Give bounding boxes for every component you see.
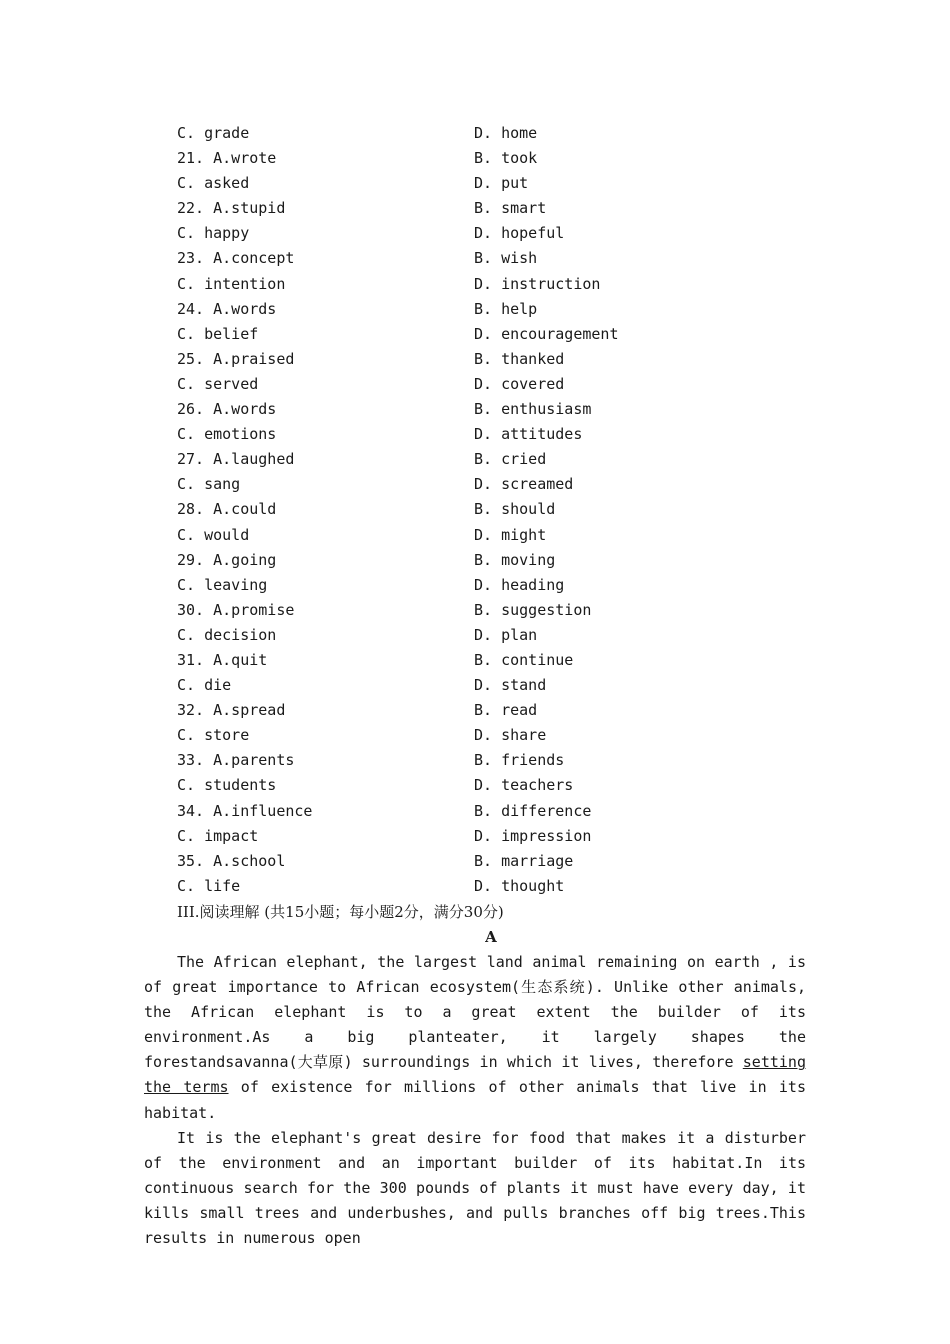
- option-right: D. impression: [474, 826, 592, 845]
- option-left: 25. A.praised: [177, 349, 295, 368]
- option-left: 21. A.wrote: [177, 149, 277, 168]
- option-right: D. teachers: [474, 776, 574, 795]
- option-left: C. students: [177, 776, 277, 795]
- option-right: B. enthusiasm: [474, 400, 592, 419]
- option-left: C. intention: [177, 274, 286, 293]
- option-right: B. suggestion: [474, 600, 592, 619]
- option-left: C. decision: [177, 625, 277, 644]
- option-row: [177, 347, 817, 372]
- option-right: B. cried: [474, 450, 547, 469]
- option-row: [177, 397, 817, 422]
- option-row: [177, 472, 817, 497]
- option-row: [177, 297, 817, 322]
- option-row: [177, 548, 817, 573]
- option-right: B. continue: [474, 650, 574, 669]
- option-left: 23. A.concept: [177, 249, 295, 268]
- option-row: [177, 523, 817, 548]
- option-left: 33. A.parents: [177, 751, 295, 770]
- option-right: D. instruction: [474, 274, 601, 293]
- option-right: D. screamed: [474, 475, 574, 494]
- option-row: [177, 698, 817, 723]
- option-left: C. emotions: [177, 425, 277, 444]
- option-left: 31. A.quit: [177, 650, 268, 669]
- option-right: B. marriage: [474, 851, 574, 870]
- option-row: [177, 322, 817, 347]
- option-row: [177, 246, 817, 271]
- option-row: [177, 598, 817, 623]
- option-right: D. home: [474, 124, 538, 142]
- option-right: B. difference: [474, 801, 592, 820]
- option-row: [177, 849, 817, 874]
- option-left: 26. A.words: [177, 400, 277, 419]
- option-left: 35. A.school: [177, 851, 286, 870]
- option-right: D. attitudes: [474, 425, 583, 444]
- option-row: [177, 723, 817, 748]
- option-row: [177, 221, 817, 246]
- paragraph-1: The African elephant, the largest land animal remaining on earth , is of great importance to African ecosystem(生态系统). Unlike other animals, the African elephant is to a great extent the builder of its environment.As a big planteater, it largely shapes the forestandsavanna(大草原) surroundings in which it lives, therefore setting the terms of existence for millions of other animals that live in its habitat.: [144, 953, 806, 1122]
- option-row: [177, 272, 817, 297]
- option-right: D. thought: [474, 876, 565, 895]
- option-row: [177, 422, 817, 447]
- option-row: [177, 623, 817, 648]
- option-left: 32. A.spread: [177, 701, 286, 720]
- option-row: [177, 196, 817, 221]
- answer-options: [177, 121, 817, 899]
- option-left: C. leaving: [177, 575, 268, 594]
- option-right: D. share: [474, 726, 547, 745]
- option-left: C. belief: [177, 324, 259, 343]
- option-right: B. thanked: [474, 349, 565, 368]
- option-row: [177, 799, 817, 824]
- option-left: C. life: [177, 876, 241, 895]
- option-left: 27. A.laughed: [177, 450, 295, 469]
- option-row: [177, 673, 817, 698]
- option-right: D. stand: [474, 676, 547, 695]
- option-row: [177, 121, 817, 146]
- option-right: D. hopeful: [474, 224, 565, 243]
- option-left: 24. A.words: [177, 299, 277, 318]
- option-right: B. should: [474, 500, 556, 519]
- option-row: [177, 146, 817, 171]
- option-left: C. die: [177, 676, 232, 695]
- option-right: D. put: [474, 174, 529, 193]
- option-row: [177, 773, 817, 798]
- option-row: [177, 171, 817, 196]
- option-left: C. asked: [177, 174, 250, 193]
- option-left: 34. A.influence: [177, 801, 313, 820]
- option-left: C. store: [177, 726, 250, 745]
- passage-text: [144, 950, 806, 1251]
- option-left: 22. A.stupid: [177, 199, 286, 218]
- option-right: B. took: [474, 149, 538, 168]
- option-row: [177, 447, 817, 472]
- option-left: C. would: [177, 525, 250, 544]
- option-right: D. might: [474, 525, 547, 544]
- option-row: [177, 372, 817, 397]
- option-left: 30. A.promise: [177, 600, 295, 619]
- option-right: D. encouragement: [474, 324, 619, 343]
- option-row: [177, 573, 817, 598]
- option-right: D. covered: [474, 374, 565, 393]
- option-row: [177, 648, 817, 673]
- option-right: B. friends: [474, 751, 565, 770]
- option-left: C. happy: [177, 224, 250, 243]
- option-left: 28. A.could: [177, 500, 277, 519]
- option-left: C. served: [177, 374, 259, 393]
- option-right: B. moving: [474, 550, 556, 569]
- option-right: B. smart: [474, 199, 547, 218]
- option-right: B. wish: [474, 249, 538, 268]
- option-row: [177, 824, 817, 849]
- option-row: [177, 497, 817, 522]
- option-right: D. heading: [474, 575, 565, 594]
- option-right: B. help: [474, 299, 538, 318]
- underlined-phrase: setting the terms: [144, 1053, 806, 1097]
- option-left: C. sang: [177, 475, 241, 494]
- option-row: [177, 748, 817, 773]
- passage-title: A: [485, 928, 497, 946]
- option-left: 29. A.going: [177, 550, 277, 569]
- option-right: B. read: [474, 701, 538, 720]
- option-left: C. grade: [177, 124, 250, 142]
- section-heading: III.阅读理解 (共15小题；每小题2分，满分30分): [177, 903, 504, 921]
- option-right: D. plan: [474, 625, 538, 644]
- option-left: C. impact: [177, 826, 259, 845]
- option-row: [177, 874, 817, 899]
- paragraph-2: It is the elephant's great desire for food that makes it a disturber of the environment and an important builder of its habitat.In its continuous search for the 300 pounds of plants it must have every day, it kills small trees and underbushes, and pulls branches off big trees.This results in numerous open: [144, 1128, 806, 1248]
